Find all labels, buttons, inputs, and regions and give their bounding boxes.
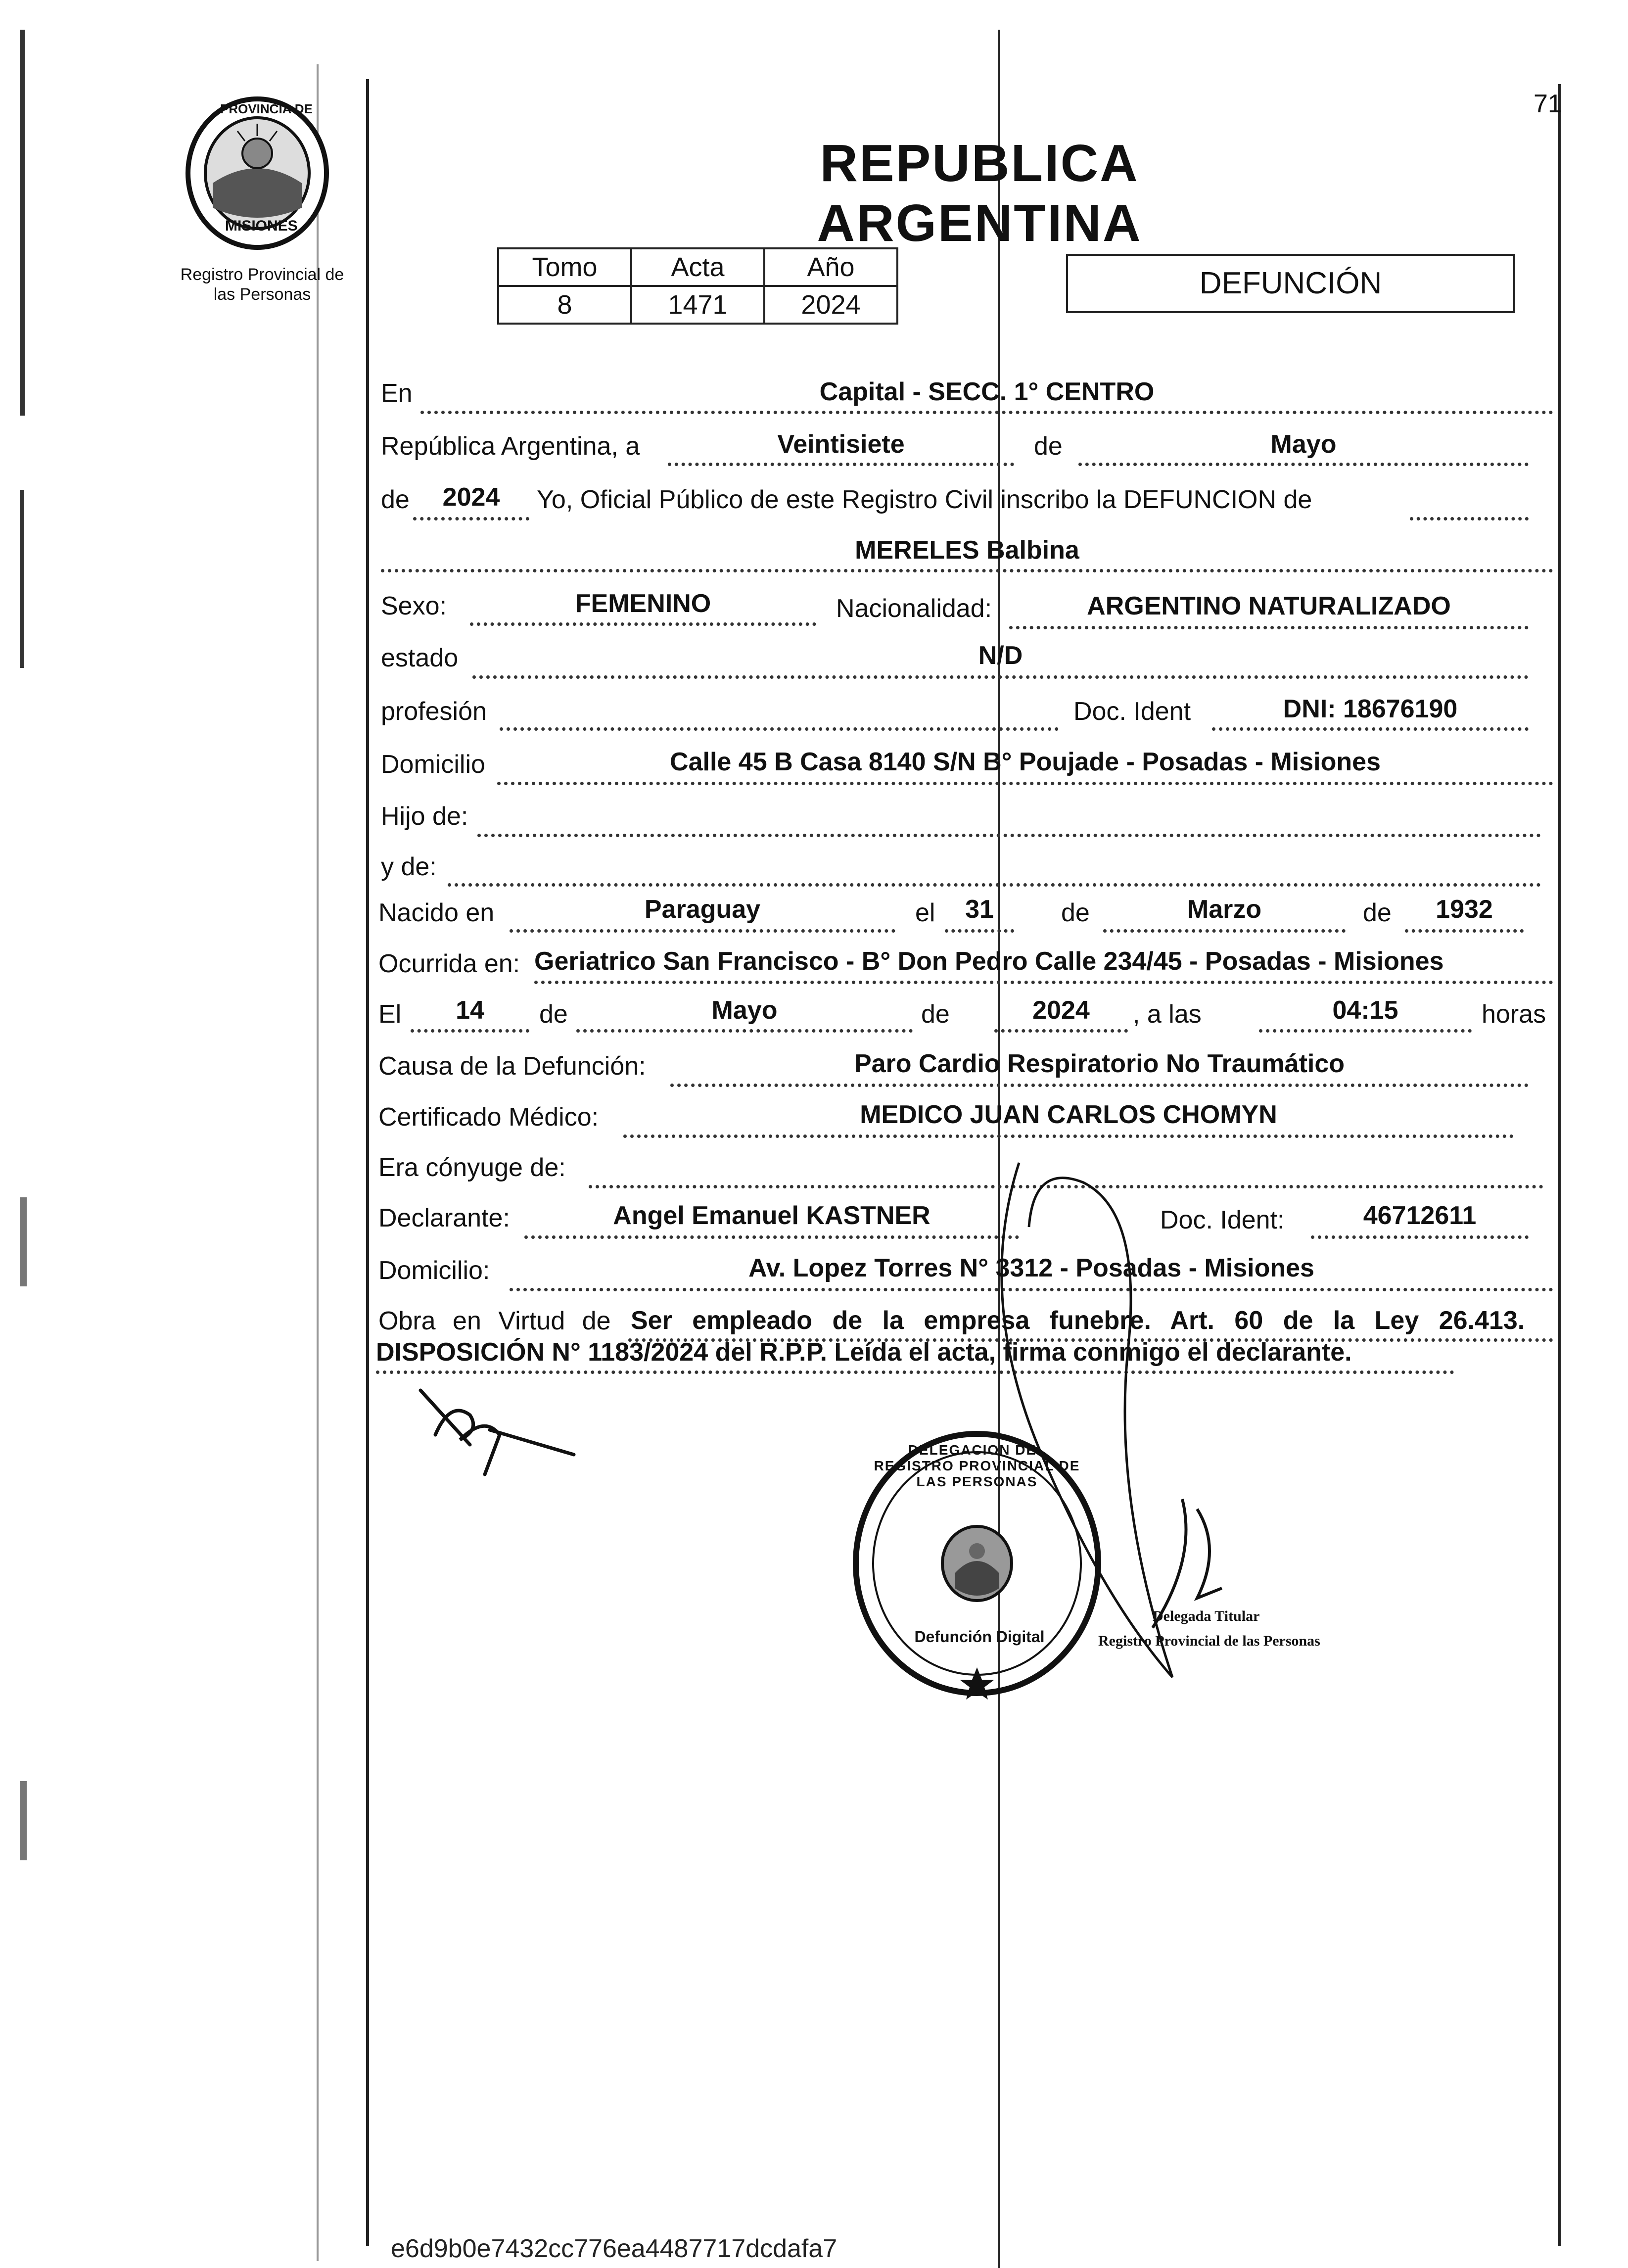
value-anio: 2024 xyxy=(764,286,897,324)
scan-artifact xyxy=(20,30,25,416)
inscribo-underline xyxy=(1410,517,1529,520)
mes-underline xyxy=(1078,463,1529,466)
scan-artifact xyxy=(317,64,319,2261)
record-table xyxy=(497,247,898,325)
certificado-label: Certificado Médico: xyxy=(378,1103,599,1132)
de2-label: de xyxy=(381,485,410,514)
en-value: Capital - SECC. 1° CENTRO xyxy=(819,378,1155,406)
dia-value: Veintisiete xyxy=(777,430,905,459)
def-anio-underline xyxy=(994,1029,1128,1033)
de-label: de xyxy=(1034,432,1063,461)
record-type-box: DEFUNCIÓN xyxy=(1066,254,1515,313)
ocurrida-underline xyxy=(534,981,1553,984)
doc-ident2-underline xyxy=(1311,1235,1529,1239)
doc-ident2-value: 46712611 xyxy=(1363,1201,1477,1230)
ocurrida-value: Geriatrico San Francisco - B° Don Pedro Calle 234/45 - Posadas - Misiones xyxy=(534,947,1444,976)
page-border-left xyxy=(366,79,369,2246)
nacionalidad-value: ARGENTINO NATURALIZADO xyxy=(1087,592,1451,620)
nacido-dia-underline xyxy=(945,929,1014,933)
obra-value-line2: DISPOSICIÓN N° 1183/2024 del R.P.P. Leída el acta, firma conmigo el declarante. xyxy=(376,1338,1352,1367)
def-hora-value: 04:15 xyxy=(1332,996,1398,1025)
nacido-lugar-value: Paraguay xyxy=(644,895,761,924)
registry-caption-line2: las Personas xyxy=(213,285,311,304)
nacido-label: Nacido en xyxy=(378,898,495,927)
de3-label: de xyxy=(1061,898,1090,927)
estado-underline xyxy=(472,675,1529,679)
nacionalidad-underline xyxy=(1009,626,1529,629)
de5-label: de xyxy=(539,1000,568,1029)
horas-label: horas xyxy=(1482,1000,1546,1029)
sexo-value: FEMENINO xyxy=(575,589,711,618)
dia-underline xyxy=(668,463,1014,466)
official-stamp-line2: Registro Provincial de las Personas xyxy=(1098,1633,1320,1649)
value-acta: 1471 xyxy=(631,286,764,324)
profesion-underline xyxy=(500,727,1059,731)
yde-label: y de: xyxy=(381,852,437,881)
doc-ident-underline xyxy=(1212,727,1529,731)
obra-label: Obra en Virtud de xyxy=(378,1307,611,1335)
declarante-label: Declarante: xyxy=(378,1204,510,1232)
nacido-mes-value: Marzo xyxy=(1187,895,1262,924)
def-mes-value: Mayo xyxy=(711,996,778,1025)
registry-caption xyxy=(158,265,366,304)
anio-value: 2024 xyxy=(442,483,500,512)
scan-artifact xyxy=(20,1197,27,1286)
def-dia-underline xyxy=(411,1029,529,1033)
footer-hash: e6d9b0e7432cc776ea4487717dcdafa7 xyxy=(391,2234,837,2263)
def-mes-underline xyxy=(576,1029,913,1033)
registry-caption-line1: Registro Provincial de xyxy=(180,265,344,284)
domicilio-label: Domicilio xyxy=(381,750,485,779)
mes-value: Mayo xyxy=(1270,430,1337,459)
nacido-mes-underline xyxy=(1103,929,1346,933)
sexo-label: Sexo: xyxy=(381,592,447,620)
def-anio-value: 2024 xyxy=(1032,996,1090,1025)
declarant-signature xyxy=(411,1375,589,1504)
header-tomo: Tomo xyxy=(498,248,631,286)
document-title: REPUBLICA ARGENTINA xyxy=(817,134,1142,252)
de6-label: de xyxy=(921,1000,950,1029)
inscribo-text: Yo, Oficial Público de este Registro Civil inscribo la DEFUNCION de xyxy=(537,485,1312,514)
doc-ident2-label: Doc. Ident: xyxy=(1160,1206,1285,1234)
domicilio-value: Calle 45 B Casa 8140 S/N B° Poujade - Posadas - Misiones xyxy=(670,748,1381,776)
nombre-underline xyxy=(381,569,1553,572)
el-label: el xyxy=(915,898,935,927)
anio-underline xyxy=(413,517,529,520)
causa-value: Paro Cardio Respiratorio No Traumático xyxy=(854,1049,1345,1078)
declarante-value: Angel Emanuel KASTNER xyxy=(613,1201,930,1230)
estado-label: estado xyxy=(381,644,459,672)
stamp-inner-text: Defunción Digital xyxy=(914,1628,1045,1646)
scan-artifact xyxy=(20,1781,27,1860)
nacido-anio-value: 1932 xyxy=(1436,895,1493,924)
profesion-label: profesión xyxy=(381,697,487,726)
domicilio2-value: Av. Lopez Torres N° 3312 - Posadas - Misiones xyxy=(748,1254,1314,1282)
stamp-ring-text: DELEGACION DEL REGISTRO PROVINCIAL DE LAS PERSONAS xyxy=(874,1442,1080,1489)
doc-ident-label: Doc. Ident xyxy=(1073,697,1191,726)
domicilio-underline xyxy=(497,782,1553,785)
causa-label: Causa de la Defunción: xyxy=(378,1052,646,1081)
doc-ident-value: DNI: 18676190 xyxy=(1283,695,1458,723)
def-hora-underline xyxy=(1259,1029,1472,1033)
declarante-underline xyxy=(524,1235,1019,1239)
obra-value-line1: Ser empleado de la empresa funebre. Art. 60 de la Ley 26.413. xyxy=(631,1306,1525,1335)
record-table-values xyxy=(498,286,897,324)
alas-label: , a las xyxy=(1133,1000,1202,1029)
seal-text-bottom: MISIONES xyxy=(225,218,298,234)
estado-value: N/D xyxy=(978,641,1023,670)
conyuge-label: Era cónyuge de: xyxy=(378,1153,566,1182)
ocurrida-label: Ocurrida en: xyxy=(378,949,520,978)
en-label: En xyxy=(381,379,413,408)
record-table-header xyxy=(498,248,897,286)
de4-label: de xyxy=(1363,898,1392,927)
header-acta: Acta xyxy=(631,248,764,286)
en-underline xyxy=(420,411,1553,414)
republica-label: República Argentina, a xyxy=(381,432,640,461)
nacido-dia-value: 31 xyxy=(965,895,994,924)
certificado-value: MEDICO JUAN CARLOS CHOMYN xyxy=(860,1100,1277,1129)
nacido-lugar-underline xyxy=(510,929,895,933)
certificado-underline xyxy=(623,1134,1514,1138)
nacionalidad-label: Nacionalidad: xyxy=(836,594,992,623)
el2-label: El xyxy=(378,1000,402,1029)
domicilio2-label: Domicilio: xyxy=(378,1256,490,1285)
header-anio: Año xyxy=(764,248,897,286)
hijo-underline xyxy=(477,834,1541,837)
page-border-right xyxy=(1558,84,1561,2246)
nacido-anio-underline xyxy=(1405,929,1524,933)
nombre-value: MERELES Balbina xyxy=(855,536,1079,565)
yde-underline xyxy=(448,883,1541,887)
sexo-underline xyxy=(470,622,816,626)
value-tomo: 8 xyxy=(498,286,631,324)
fold-line xyxy=(998,30,1000,2268)
seal-text-top: PROVINCIA DE xyxy=(220,101,313,116)
scan-artifact xyxy=(20,490,24,668)
def-dia-value: 14 xyxy=(456,996,484,1025)
causa-underline xyxy=(670,1084,1529,1087)
hijo-label: Hijo de: xyxy=(381,802,468,831)
page-number: 71 xyxy=(1534,90,1562,118)
official-stamp-line1: Delegada Titular xyxy=(1153,1608,1260,1624)
